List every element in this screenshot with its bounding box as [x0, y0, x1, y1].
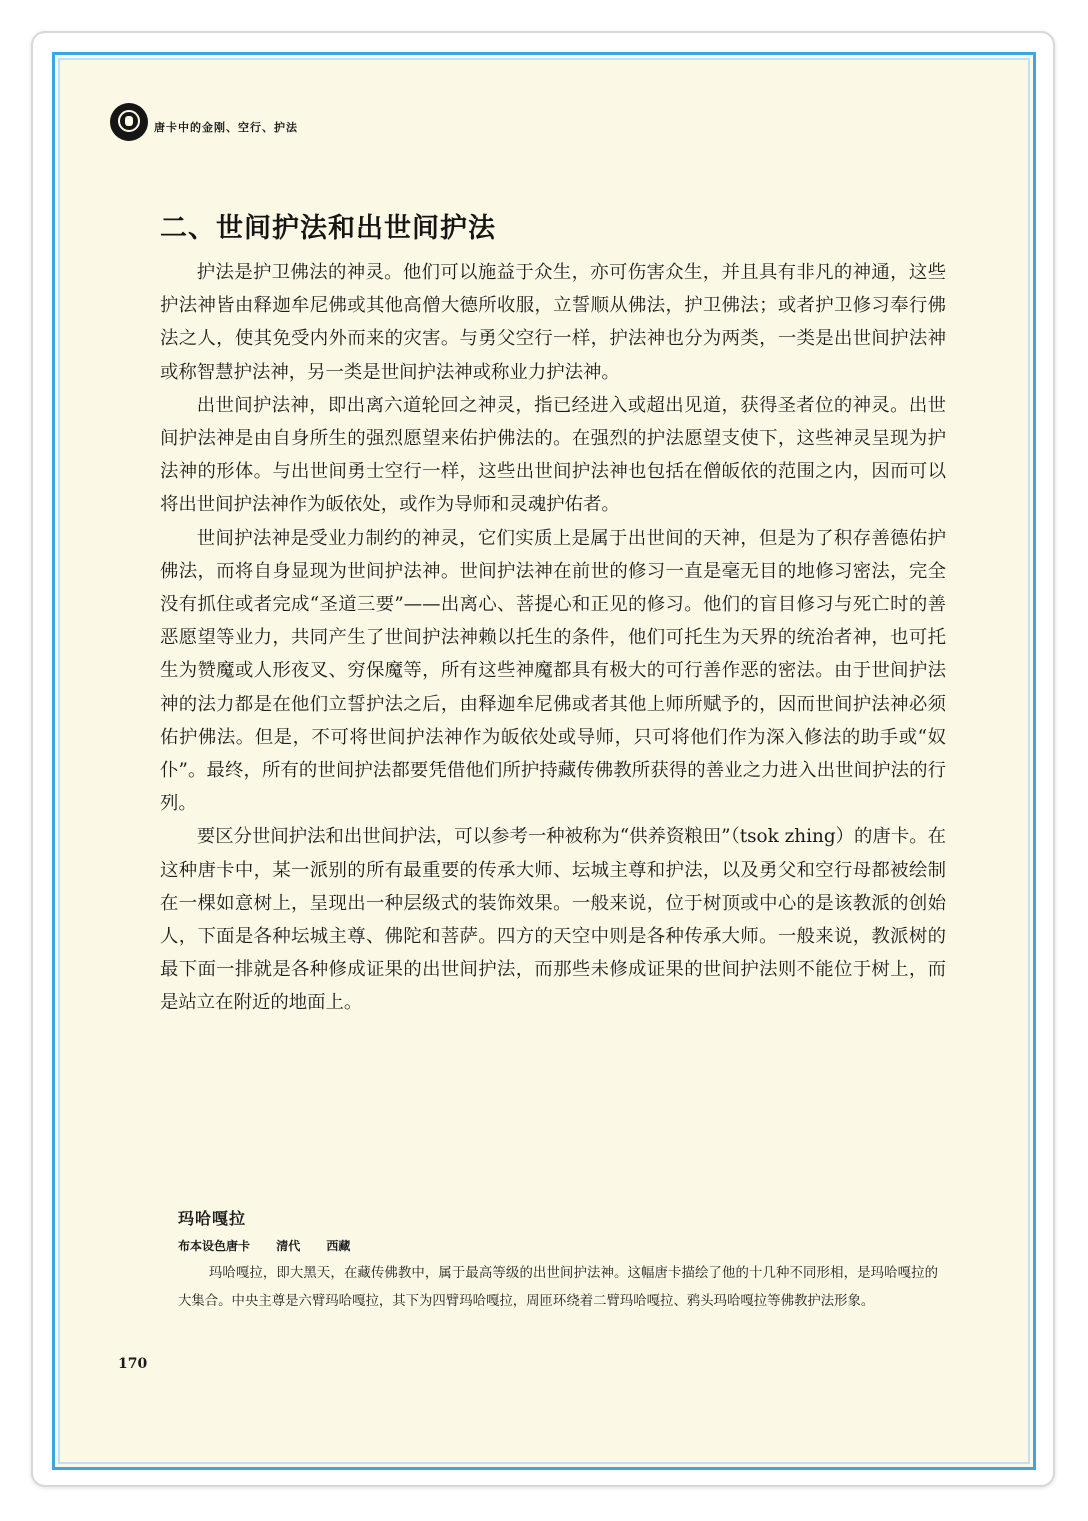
page-number: 170: [118, 1356, 148, 1372]
body-text: [160, 256, 946, 1020]
paragraph: 出世间护法神，即出离六道轮回之神灵，指已经进入或超出见道，获得圣者位的神灵。出世间护法神是由自身所生的强烈愿望来佑护佛法的。在强烈的护法愿望支使下，这些神灵呈现为护法神的形体。与出世间勇士空行一样，这些出世间护法神也包括在僧皈依的范围之内，因而可以将出世间护法神作为皈依处，或作为导师和灵魂护佑者。: [160, 394, 946, 516]
paragraph: 世间护法神是受业力制约的神灵，它们实质上是属于出世间的天神，但是为了积存善德佑护佛法，而将自身显现为世间护法神。世间护法神在前世的修习一直是毫无目的地修习密法，完全没有抓住或者完成“圣道三要”——出离心、菩提心和正见的修习。他们的盲目修习与死亡时的善恶愿望等业力，共同产生了世间护法神赖以托生的条件，他们可托生为天界的统治者神，也可托生为赞魔或人形夜叉、穷保魔等，所有这些神魔都具有极大的可行善作恶的密法。由于世间护法神的法力都是在他们立誓护法之后，由释迦牟尼佛或者其他上师所赋予的，因而世间护法神必须佑护佛法。但是，不可将世间护法神作为皈依处或导师，只可将他们作为深入修法的助手或“奴仆”。最终，所有的世间护法都要凭借他们所护持藏传佛教所获得的善业之力进入出世间护法的行列。: [160, 527, 946, 815]
caption-medium: 布本设色唐卡: [178, 1239, 251, 1253]
paragraph: 要区分世间护法和出世间护法，可以参考一种被称为“供养资粮田”（tsok zhing）的唐卡。在这种唐卡中，某一派别的所有最重要的传承大师、坛城主尊和护法，以及勇父和空行母都被绘制在一棵如意树上，呈现出一种层级式的装饰效果。一般来说，位于树顶或中心的是该教派的创始人，下面是各种坛城主尊、佛陀和菩萨。四方的天空中则是各种传承大师。一般来说，教派树的最下面一排就是各种修成证果的出世间护法，而那些未修成证果的世间护法则不能位于树上，而是站立在附近的地面上。: [160, 826, 946, 1014]
caption-text: 玛哈嘎拉，即大黑天，在藏传佛教中，属于最高等级的出世间护法神。这幅唐卡描绘了他的十几种不同形相，是玛哈嘎拉的大集合。中央主尊是六臂玛哈嘎拉，其下为四臂玛哈嘎拉，周匝环绕着二臂玛哈嘎拉、鸦头玛哈嘎拉等佛教护法形象。: [178, 1266, 938, 1309]
running-head: [110, 102, 298, 142]
round-deity-emblem-icon: [110, 103, 148, 141]
caption-origin: 西藏: [326, 1239, 351, 1253]
paragraph: 护法是护卫佛法的神灵。他们可以施益于众生，亦可伤害众生，并且具有非凡的神通，这些护法神皆由释迦牟尼佛或其他高僧大德所收服，立誓顺从佛法，护卫佛法；或者护卫修习奉行佛法之人，使其免受内外而来的灾害。与勇父空行一样，护法神也分为两类，一类是出世间护法神或称智慧护法神，另一类是世间护法神或称业力护法神。: [160, 262, 946, 383]
book-page: [60, 60, 1028, 1462]
caption-title: 玛哈嘎拉: [178, 1209, 247, 1228]
caption-period: 清代: [276, 1239, 301, 1253]
figure-caption: [178, 1206, 938, 1316]
running-head-title: 唐卡中的金刚、空行、护法: [154, 121, 298, 134]
caption-meta: [178, 1237, 938, 1254]
section-heading: 二、世间护法和出世间护法: [160, 213, 496, 244]
